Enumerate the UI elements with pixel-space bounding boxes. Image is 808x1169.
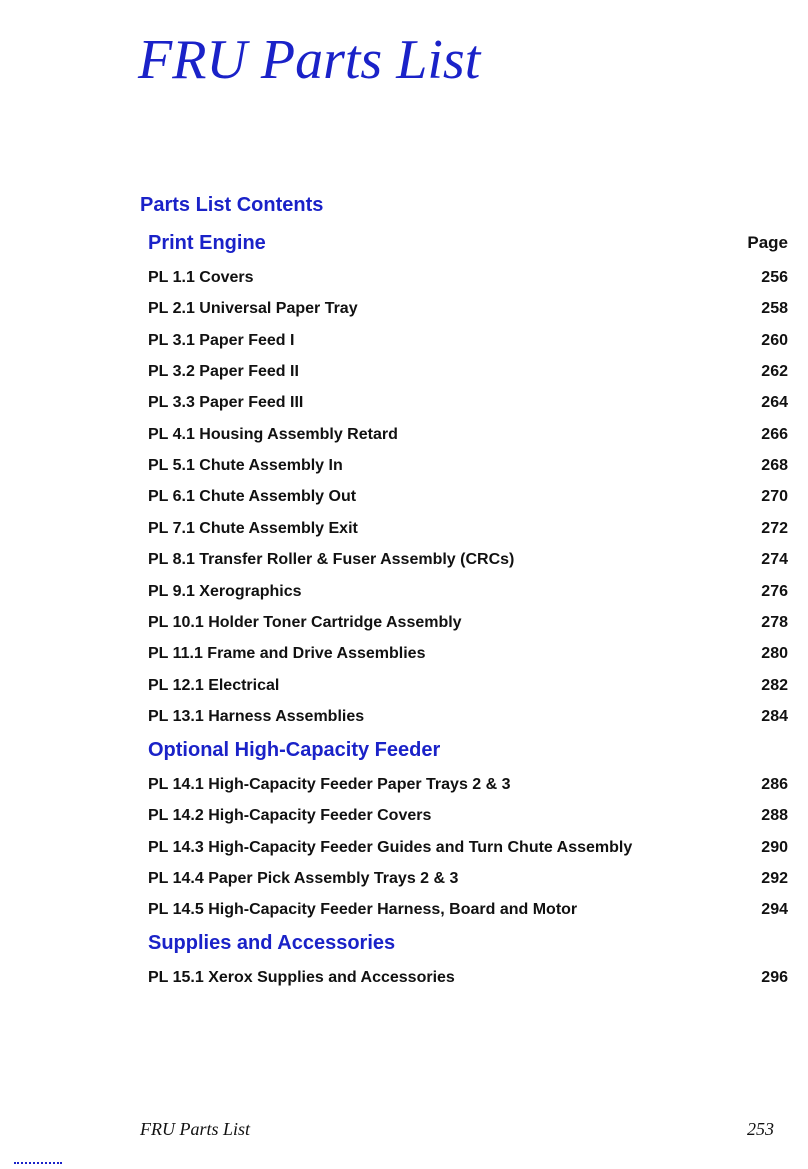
toc-entry-label: PL 4.1 Housing Assembly Retard <box>148 426 398 443</box>
footer-page-number: 253 <box>747 1119 774 1139</box>
toc-entry[interactable] <box>148 837 788 859</box>
toc-entry-page: 262 <box>761 363 788 380</box>
toc-entry-label: PL 7.1 Chute Assembly Exit <box>148 520 358 537</box>
toc-entry-label: PL 3.1 Paper Feed I <box>148 332 295 349</box>
toc-entry-label: PL 10.1 Holder Toner Cartridge Assembly <box>148 614 462 631</box>
toc-entry-page: 266 <box>761 426 788 443</box>
toc-entry-page: 290 <box>761 839 788 856</box>
toc-entry-label: PL 5.1 Chute Assembly In <box>148 457 343 474</box>
toc-entry-label: PL 14.2 High-Capacity Feeder Covers <box>148 807 432 824</box>
toc-entry[interactable] <box>148 267 788 289</box>
toc-entry[interactable] <box>148 486 788 508</box>
toc-entry-page: 270 <box>761 488 788 505</box>
toc-entry-page: 258 <box>761 300 788 317</box>
toc-entry-label: PL 14.5 High-Capacity Feeder Harness, Board and Motor <box>148 901 578 918</box>
toc-entry[interactable] <box>148 392 788 414</box>
toc-entry-page: 264 <box>761 394 788 411</box>
toc-entry[interactable] <box>148 706 788 728</box>
toc-entry[interactable] <box>148 424 788 446</box>
toc-entry-label: PL 6.1 Chute Assembly Out <box>148 488 357 505</box>
toc-entry[interactable] <box>148 455 788 477</box>
toc-entry[interactable] <box>148 581 788 603</box>
footer-decoration <box>14 1162 62 1167</box>
toc-entry-label: PL 11.1 Frame and Drive Assemblies <box>148 645 426 662</box>
toc-entry-page: 280 <box>761 645 788 662</box>
toc-entry-page: 288 <box>761 807 788 824</box>
toc-entry-page: 284 <box>761 708 788 725</box>
toc-entry[interactable] <box>148 899 788 921</box>
section-heading: Supplies and Accessories <box>148 932 396 954</box>
contents-heading: Parts List Contents <box>140 194 324 216</box>
toc-entry-label: PL 14.4 Paper Pick Assembly Trays 2 & 3 <box>148 870 459 887</box>
toc-entry[interactable] <box>148 868 788 890</box>
toc-entry[interactable] <box>148 967 788 989</box>
toc-entry-page: 278 <box>761 614 788 631</box>
toc-entry-page: 296 <box>761 969 788 986</box>
toc-entry-label: PL 13.1 Harness Assemblies <box>148 708 365 725</box>
toc-entry-label: PL 15.1 Xerox Supplies and Accessories <box>148 969 455 986</box>
toc-entry-page: 272 <box>761 520 788 537</box>
toc-entry[interactable] <box>148 774 788 796</box>
toc-entry-page: 256 <box>761 269 788 286</box>
toc-entry-label: PL 2.1 Universal Paper Tray <box>148 300 358 317</box>
section-heading: Optional High-Capacity Feeder <box>148 739 441 761</box>
toc-entry[interactable] <box>148 330 788 352</box>
toc-entry-page: 276 <box>761 583 788 600</box>
toc-entry-label: PL 14.1 High-Capacity Feeder Paper Trays 2 & 3 <box>148 776 511 793</box>
toc-entry[interactable] <box>148 549 788 571</box>
toc-entry-page: 294 <box>761 901 788 918</box>
section-heading: Print Engine <box>148 232 266 254</box>
toc-entry-label: PL 9.1 Xerographics <box>148 583 302 600</box>
page-title: FRU Parts List <box>138 29 481 91</box>
toc-entry-page: 260 <box>761 332 788 349</box>
toc-entry[interactable] <box>148 298 788 320</box>
toc-entry-page: 282 <box>761 677 788 694</box>
toc-entry[interactable] <box>148 361 788 383</box>
page-column-label: Page <box>747 233 788 252</box>
toc-entry-page: 268 <box>761 457 788 474</box>
toc-entry[interactable] <box>148 643 788 665</box>
toc-entry-label: PL 14.3 High-Capacity Feeder Guides and Turn Chute Assembly <box>148 839 633 856</box>
toc-entry-label: PL 3.3 Paper Feed III <box>148 394 304 411</box>
toc-entry[interactable] <box>148 612 788 634</box>
toc-entry-label: PL 3.2 Paper Feed II <box>148 363 299 380</box>
toc-entry-label: PL 8.1 Transfer Roller & Fuser Assembly (CRCs) <box>148 551 515 568</box>
toc-entry-page: 292 <box>761 870 788 887</box>
toc-entry[interactable] <box>148 675 788 697</box>
toc-entry[interactable] <box>148 518 788 540</box>
toc-entry-page: 286 <box>761 776 788 793</box>
toc-entry-page: 274 <box>761 551 788 568</box>
footer-title: FRU Parts List <box>140 1119 251 1139</box>
toc-entry-label: PL 1.1 Covers <box>148 269 254 286</box>
toc-entry[interactable] <box>148 805 788 827</box>
toc-entry-label: PL 12.1 Electrical <box>148 677 280 694</box>
